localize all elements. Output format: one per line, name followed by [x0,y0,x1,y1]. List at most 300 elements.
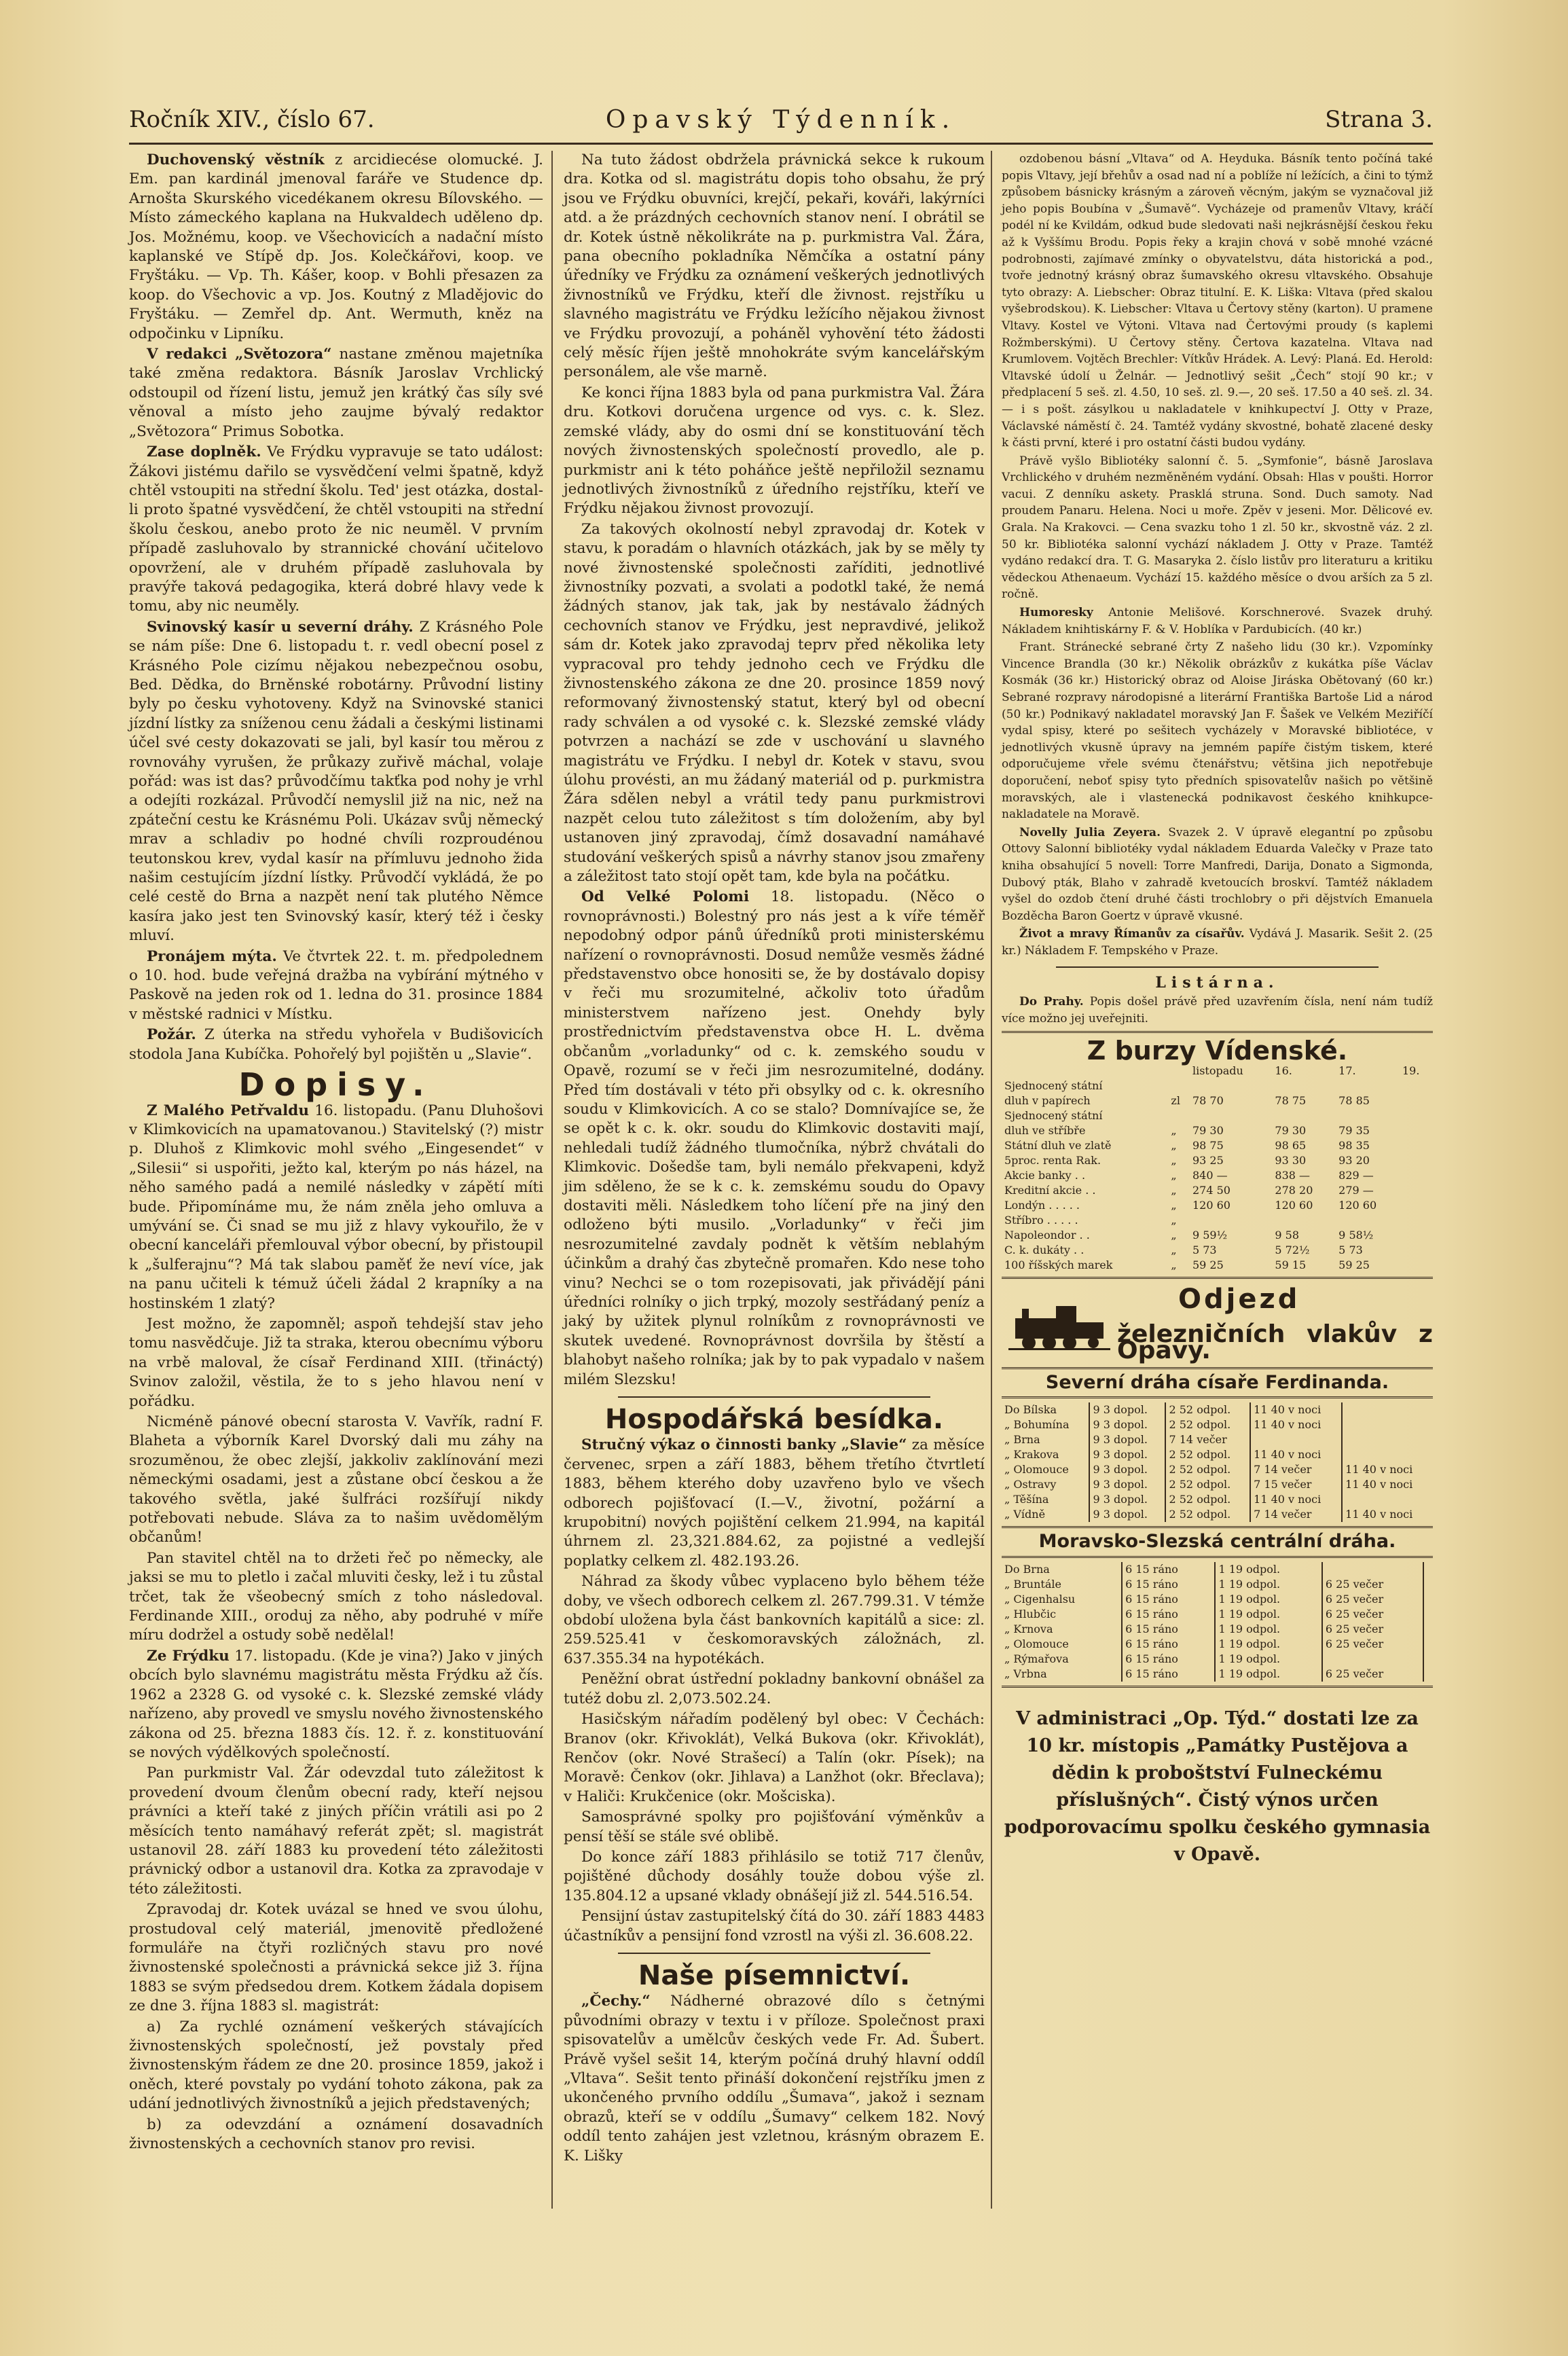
table-row [1002,1258,1433,1273]
table-cell: Státní dluh ve zlatě [1004,1138,1112,1152]
table-cell: 93 25 [1192,1153,1224,1167]
literature-list [564,1992,985,2166]
article-text: Do konce září 1883 přihlásilo se totiž 717 členův, pojištěné důchody dosáhly touže dobou výše zl. 135.804.12 a upsané vklady obnášejí již zl. 544.516.54. [564,1848,985,1904]
article-text: Na tuto žádost obdržela právnická sekce k rukoum dra. Kotka od sl. magistrátu dopis toho obsahu, že prý jsou ve Frýdku obuvníci, krejčí, pekaři, kováři, lakýrníci atd. a že prázdných cechovních stanov není. I obrátil se dr. Kotek ústně několikráte na p. purkmistra Val. Žára, pana obecního pokladníka Němčíka a ostatní pány úředníky ve Frýdku za oznámení veškerých jednotlivých živnostníků ve Frýdku, kteří dle živnost. rejstříku u slavného magistrátu ve Frýdku ležícího nějakou živnost ve Frýdku provozují, a poháněl vyhovění této žádosti celý měsíc říjen ještě mnohokráte svým kancelářským personálem, ale vše marně. [564,151,985,381]
table-cell: 9 3 dopol. [1089,1462,1165,1477]
timetable-body [1002,1402,1433,1522]
table-cell: „ Bruntále [1004,1578,1061,1591]
article-paragraph [564,1710,985,1807]
table-cell [1250,1432,1342,1447]
article-paragraph [129,1413,543,1548]
burza-head-cell: 16. [1275,1064,1292,1077]
table-cell: „ Olomouce [1004,1463,1069,1476]
table-cell: 6 15 ráno [1122,1607,1215,1622]
table-cell: 120 60 [1275,1198,1313,1212]
section-title-pisemnictvi: Naše písemnictví. [638,1959,911,1991]
table-cell: 5proc. renta Rak. [1004,1153,1101,1167]
table-cell: 6 25 večer [1322,1622,1423,1637]
article-paragraph [129,1315,543,1411]
table-row [1002,1652,1433,1667]
table-cell: 7 15 večer [1250,1477,1342,1492]
burza-head-cell [1168,1064,1190,1079]
article-paragraph [129,1900,543,2016]
table-cell: 59 25 [1192,1258,1224,1271]
article-paragraph [129,2018,543,2114]
article-headline: Novelly Julia Zeyera. [1019,825,1161,839]
table-cell: „ Vrbna [1004,1667,1047,1681]
article-headline: Svinovský kasír u severní dráhy. [147,618,414,636]
table-cell: 5 72½ [1275,1243,1310,1256]
table-cell: 98 65 [1275,1138,1307,1152]
divider [1002,1686,1433,1688]
table-cell: 6 15 ráno [1122,1667,1215,1682]
listarna-note [1002,994,1433,1027]
article-paragraph [1002,824,1433,925]
table-cell: 840 — [1192,1168,1228,1182]
letters-list [129,1102,543,2154]
article-text: Frant. Stránecké sebrané črty Z našeho lidu (30 kr.). Vzpomínky Vincence Brandla (30 kr.) Několik obrázkův z kukátka píše Václav Kosmák (36 kr.) Historický obraz od Aloise Jiráska Obětovaný (60 kr.) Sebrané rozpravy národopisné a literární Františka Bartoše Lid a národ (50 kr.) Podnikavý nakladatel moravský Jan F. Šašek ve Velkém Meziříčí vydal spisy, které po sešitech vycházely v Moravské bibliotéce, v jednotlivých vkusně úpravy na jemném papíře čistým tiskem, které odporučujeme vřele svému čtenářstvu; většina jich nepotřebuje doporučení, neboť spisy tyto předních spisovatelův našich po většině moravských, ale i vlastenecká podnikavost českého knihkupce-nakladatele na Moravě. [1002,640,1433,822]
burza-body [1002,1079,1433,1273]
table-cell: „ Krnova [1004,1623,1053,1636]
table-row [1002,1243,1433,1258]
table-cell [1342,1402,1433,1417]
table-cell: Stříbro . . . . . [1004,1213,1078,1227]
table-cell: 11 40 v noci [1342,1462,1433,1477]
table-cell: 11 40 v noci [1250,1447,1342,1462]
table-cell [1168,1079,1190,1093]
article-text: a) Za rychlé oznámení veškerých stávajících živnostenských společností, jež povstaly před živnostenským řádem ze dne 20. prosince 1859, jakož i oněch, které povstaly po vydání tohoto zákona, pak za udání jednotlivých živnostníků a jejich představených; [129,2018,543,2113]
table-cell: Londýn . . . . . [1004,1198,1080,1212]
table-cell: 2 52 odpol. [1165,1492,1250,1507]
table-cell: „ [1171,1153,1177,1167]
table-row [1002,1667,1433,1682]
article-paragraph [564,520,985,887]
table-cell [1190,1213,1272,1228]
column-2 [564,151,985,2167]
table-row [1002,1447,1433,1462]
news-list [564,151,985,1390]
table-cell [1168,1108,1190,1123]
table-row [1002,1093,1433,1108]
article-text: Ve čtvrtek 22. t. m. předpolednem o 10. hod. bude veřejná dražba na vybírání mýtného v Paskově na jeden rok od 1. ledna do 31. prosince 1884 v městské radnici v Místku. [129,947,543,1023]
table-cell: „ Brna [1004,1433,1040,1447]
table-cell: „ Olomouce [1004,1637,1069,1651]
table-row [1002,1507,1433,1522]
article-paragraph [129,151,543,344]
timetable-title-centralni: Moravsko-Slezská centrální dráha. [1038,1531,1396,1553]
table-cell: dluh v papírech [1004,1093,1091,1107]
table-cell: 100 říšských marek [1004,1258,1113,1271]
table-cell: 1 19 odpol. [1215,1607,1321,1622]
table-cell: 9 58 [1275,1228,1300,1242]
divider [1002,1526,1433,1528]
table-cell [1322,1562,1423,1577]
table-row [1002,1622,1433,1637]
table-cell: 120 60 [1192,1198,1230,1212]
article-text: Zpravodaj dr. Kotek uvázal se hned ve svou úlohu, prostudoval celý materiál, jmenovitě předložené formuláře na čtyři rozličných stavu pro nové živnostenské společnosti a právnická sekce již 3. října 1883 se svým předsedou drem. Kotkem žádala dopisem ze dne 3. října 1883 sl. magistrát: [129,1901,543,2015]
article-headline: Z Malého Petřvaldu [147,1102,309,1119]
table-cell: 9 3 dopol. [1089,1447,1165,1462]
table-cell: 9 3 dopol. [1089,1477,1165,1492]
divider [1002,1367,1433,1369]
timetable-title-severni: Severní dráha císaře Ferdinanda. [1045,1371,1389,1393]
table-cell [1272,1079,1336,1093]
table-cell: „ Bohumína [1004,1418,1070,1432]
table-cell: 6 15 ráno [1122,1592,1215,1607]
article-text: Ve Frýdku vypravuje se tato událost: Žákovi jistému dařilo se vysvědčení velmi špatně, když chtěl vstoupiti na střední školu. Ted' jest otázka, dostal-li proto špatné vysvědčení, že chtěl vstoupiti na střední školu českou, anebo proto že nic neuměl. V prvním případě zasluhovalo by strannické chování učitelovo opovržení, ale v druhém případě zasluhovala by pravýře taková pedagogika, která dobré hlavy vede k tomu, aby nic neuměly. [129,443,543,615]
article-headline: Humoresky [1019,606,1093,620]
article-paragraph [129,1647,543,1762]
table-cell: 2 52 odpol. [1165,1477,1250,1492]
table-cell: „ [1171,1243,1177,1256]
article-headline: „Čechy.“ [581,1993,651,2010]
table-cell: 1 19 odpol. [1215,1667,1321,1682]
table-cell [1342,1447,1433,1462]
article-text: Nicméně pánové obecní starosta V. Vavřík, radní F. Blaheta a výborník Karel Dvorský dali mu záhy na srozuměnou, že obec zlejší, jakkoliv zaklínování mezi německými osadami, jest a zůstane obcí českou a že takového světla, jaké šulfráci rozšířují nikdy potřebovati nebude. Sláva za to našim uvědomělým občanům! [129,1413,543,1546]
article-text: za měsíce červenec, srpen a září 1883, během třetího čtvrtletí 1883, během kterého doby uzavřeno bylo ve všech odborech pojišťovací (I.—V., životní, požární a krupobitní) nových pojištění celkem 21.994, na kapitál úhrnem zl. 23,321.884.62, za pojistné a vedlejší poplatky celkem zl. 482.193.26. [564,1436,985,1570]
table-row [1002,1417,1433,1432]
table-cell: 838 — [1275,1168,1311,1182]
column-divider [991,151,992,2209]
table-cell [1342,1432,1433,1447]
table-cell: 9 3 dopol. [1089,1432,1165,1447]
table-cell: „ Vídně [1004,1508,1046,1521]
table-cell: 279 — [1338,1183,1374,1197]
table-cell: „ [1171,1258,1177,1271]
table-cell: zl [1171,1093,1180,1107]
odjezd-title: Odjezd [1178,1283,1300,1315]
table-row [1002,1492,1433,1507]
table-cell: Napoleondor . . [1004,1228,1090,1242]
table-cell: 1 19 odpol. [1215,1562,1321,1577]
article-paragraph [564,1992,985,2166]
table-cell: 11 40 v noci [1250,1417,1342,1432]
article-paragraph [129,345,543,441]
article-text: Antonie Melišové. Korschnerové. Svazek druhý. Nákladem knihtiskárny F. & V. Hoblíka v Pardubicích. (40 kr.) [1002,606,1433,636]
section-title-dopisy: Dopisy. [238,1066,434,1104]
divider [1056,966,1379,968]
section-title-hospodarska: Hospodářská besídka. [604,1404,944,1435]
article-paragraph [564,888,985,1390]
article-text: Za takových okolností nebyl zpravodaj dr. Kotek v stavu, k poradám o hlavních otázkách, jak by se měly ty nové živnostenské společnosti zaříditi, jednotlivé živnostníky pozvati, a svolati a podotkl také, že nemá žádných stanov, jak tak, jak by nestávalo žádných cechovních stanov ve Frýdku, jest nepravdivé, jelikož sám dr. Kotek jako zpravodaj teprv před několika lety vypracoval pro tehdy jednoho cech ve Frýdku dle živnostenského zákona ze dne 20. prosince 1859 nový reformovaný živnostenský statut, který byl od obecní rady schválen a od vysoké c. k. Slezské zemské vlády potvrzen a nachází se zde v uschování u slavného magistrátu ve Frýdku. I nebyl dr. Kotek v stavu, svou úlohu provésti, an mu žádaný materiál od p. purkmistra Žára sdělen nebyl a vrátil tedy panu purkmistrovi nazpět celou tuto záležitost s tím doložením, aby byl ustanoven jiný zpravodaj, čímž dosavadní namáhavé studování veškerých spisů a návrhy stanov jsou zmařeny a záležitost tato stojí opět tam, kde byla na počátku. [564,520,985,886]
table-cell: „ [1171,1213,1177,1227]
table-cell [1423,1637,1433,1652]
newspaper-title: Opavský Týdenník. [605,106,957,134]
divider [618,1953,930,1954]
table-row [1002,1079,1433,1093]
table-cell: 9 3 dopol. [1089,1507,1165,1522]
table-cell: dluh ve stříbře [1004,1123,1086,1137]
article-text: ozdobenou básní „Vltava“ od A. Heyduka. Básník tento počíná také popis Vltavy, její břehův a osad nad ní a poblíže ní ležících, a čini to týmž způsobem básnicky krásným a zároveň věcným, jakým se vyznačoval již jeho popis Boubína v „Šumavě“. Vycházeje od pramenův Vltavy, kráčí podél ní ke Kvildám, odkud bude sledovati naši nejkrásnější českou řeku až k Vyššímu Brodu. Popis řeky a krajin chová v sobě mnohé vzácné podrobnosti, zajímavé zmínky o obyvatelstvu, dáta historická a pod., tvoře jednotný krásný obraz šumavského okresu vltavského. Obsahuje tyto obrazy: A. Liebscher: Obraz titulní. E. K. Liška: Vltava (před skalou vyšebrodskou). K. Liebscher: Vltava u Čertovy stěny (karton). U pramene Vltavy. Kostel ve Výtoni. Vltava nad Čertovými proudy (s kaplemi Rožmberskými). U Čertovy stěny. Čertova kazatelna. Vltava nad Krumlovem. Vojtěch Brechler: Vítkův Hrádek. A. Levý: Planá. Ed. Herold: Vltavské údolí u Želnár. — Jednotlivý sešit „Čech“ stojí 90 kr.; v předplacení 5 seš. zl. 4.50, 10 seš. zl. 9.—, 20 seš. 17.50 a 40 seš. zl. 34.— i s pošt. zásylkou u nakladatele v knihkupectví J. Otty v Praze, Václavské náměstí č. 24. Tamtéž vydány skvostné, bohatě zlacené desky k části první, které i pro ostatní části budou vydány. [1002,152,1433,450]
table-cell: 1 19 odpol. [1215,1577,1321,1592]
literature-list [1002,151,1433,960]
article-paragraph [564,1808,985,1847]
burza-head-cell: 17. [1338,1064,1356,1077]
table-cell: 2 52 odpol. [1165,1402,1250,1417]
table-cell: „ Krakova [1004,1448,1059,1462]
article-paragraph [1002,151,1433,452]
burza-head-row [1002,1064,1433,1079]
table-cell: 78 85 [1338,1093,1370,1107]
burza-head-cell: 19. [1402,1064,1420,1077]
table-cell: „ [1171,1138,1177,1152]
burza-title: Z burzy Vídenské. [1087,1036,1348,1066]
article-headline: Od Velké Polomi [581,888,750,906]
table-cell: „ Cigenhalsu [1004,1593,1076,1606]
table-row [1002,1168,1433,1183]
table-cell [1322,1652,1423,1667]
article-headline: V redakci „Světozora“ [147,346,332,363]
table-cell: C. k. dukáty . . [1004,1243,1084,1256]
article-headline: Stručný výkaz o činnosti banky „Slavie“ [581,1436,907,1454]
table-row [1002,1213,1433,1228]
table-row [1002,1228,1433,1243]
article-paragraph [564,1436,985,1571]
table-cell: 6 25 večer [1322,1607,1423,1622]
table-cell: 9 3 dopol. [1089,1402,1165,1417]
divider [1002,1556,1433,1558]
column-divider [551,151,553,2209]
article-paragraph [564,1670,985,1709]
article-paragraph [564,384,985,519]
table-cell: „ [1171,1123,1177,1137]
article-text: 17. listopadu. (Kde je vina?) Jako v jiných obcích bylo slavnému magistrátu města Frýdku až čís. 1962 a 2328 G. od vysoké c. k. Slezské zemské vlády nařízeno, aby provedl ve smyslu nového živnostenského zákona od 25. března 1883 čís. 12. ř. z. konstituování se nových výdělkových společností. [129,1647,543,1761]
article-paragraph [564,1907,985,1946]
table-row [1002,1183,1433,1198]
article-text: Peněžní obrat ústřední pokladny bankovní obnášel za tutéž dobu zl. 2,073.502.24. [564,1671,985,1707]
table-row [1002,1562,1433,1577]
table-cell: Kreditní akcie . . [1004,1183,1096,1197]
odjezd-subtitle: železničních vlakův z Opavy. [1117,1320,1433,1365]
table-row [1002,1592,1433,1607]
table-cell: 98 35 [1338,1138,1370,1152]
table-cell [1423,1622,1433,1637]
table-cell: 2 52 odpol. [1165,1447,1250,1462]
table-row [1002,1462,1433,1477]
article-text: Svazek 2. V úpravě elegantní po způsobu Ottovy Salonní bibliotéky vydal nákladem Eduarda Valečky v Praze tato kniha obsahující 5 novell: Torre Manfredi, Darija, Donato a Sigmonda, Dubový pták, Blaho v zahradě kvetoucích broskví. Tamtéž nákladem vyšel do ozdob čtení druhé části trochlobry o při dějstvích Emanuela Bozděcha Baron Goertz v úpravě vkusné. [1002,825,1433,923]
article-paragraph [564,151,985,382]
burza-table [1002,1064,1433,1273]
divider [1002,1031,1433,1033]
table-cell: 2 52 odpol. [1165,1507,1250,1522]
table-cell [1336,1213,1400,1228]
divider [1002,1277,1433,1279]
listarna-title: Listárna. [1155,973,1279,992]
article-paragraph [129,1026,543,1064]
article-headline: Život a mravy Římanův za císařův. [1019,927,1245,941]
table-cell [1336,1108,1400,1123]
article-text: Pensijní ústav zastupitelský čítá do 30. září 1883 4483 účastníkův a pensijní fond vzrostl na výši zl. 36.608.22. [564,1908,985,1944]
table-cell: „ [1171,1198,1177,1212]
article-text: Právě vyšlo Bibliotéky salonní č. 5. „Symfonie“, básně Jaroslava Vrchlického v druhém nezměněném vydání. Obsah: Hlas v poušti. Horror vacui. Z denníku askety. Prasklá struna. Sond. Duch samoty. Nad proudem Panaru. Helena. Noci u moře. Zpěv v jeseni. Mor. Dělicové ev. Grala. Na Krakovci. — Cena svazku toho 1 zl. 50 kr., skvostně váz. 2 zl. 50 kr. Bibliotéka salonní vychází nákladem J. Otty v Praze. Tamtéž vydáno redakcí dra. T. G. Masaryka 2. číslo listův pro literaturu a kritiku vědeckou Athenaeum. Vychází 15. každého měsíce o dvou arších za 5 zl. ročně. [1002,454,1433,602]
table-cell: 6 15 ráno [1122,1562,1215,1577]
article-paragraph [129,1764,543,1899]
table-cell: 9 3 dopol. [1089,1492,1165,1507]
column-1 [129,151,543,2155]
table-cell: 2 52 odpol. [1165,1462,1250,1477]
listarna-lead: Do Prahy. [1019,995,1084,1009]
table-cell: 120 60 [1338,1198,1377,1212]
table-row [1002,1432,1433,1447]
table-cell: 1 19 odpol. [1215,1637,1321,1652]
article-text: Vydává J. Masarik. Sešit 2. (25 kr.) Nákladem F. Tempského v Praze. [1002,927,1433,958]
table-cell [1342,1492,1433,1507]
table-cell: 6 25 večer [1322,1577,1423,1592]
page-number: Strana 3. [1325,106,1433,133]
divider [618,1396,930,1398]
table-cell: 9 3 dopol. [1089,1417,1165,1432]
article-paragraph [129,443,543,617]
burza-head-cell [1002,1064,1168,1079]
timetable-body [1002,1562,1433,1682]
article-text: Z Krásného Pole se nám píše: Dne 6. listopadu t. r. vedl obecní posel z Krásného Pole cizímu nějakou nebezpečnou osobu, Bed. Dědka, do Brněnské robotárny. Průvodní listiny byly po česku vyhotoveny. Když na Svinovské stanici jízdní lístky za sníženou cenu žádali a českými listinami účel své cesty dokazovati se jali, byl kasír tou měrou z rovnováhy vyrušen, že průkazy zuřivě máchal, volaje pořád: was ist das? průvodčímu takťka pod nohy je vrhl a odejíti rozkázal. Průvodčí nemyslil již na nic, než na zpáteční cestu ke Krásnému Poli. Ukázav svůj německý mrav a schladiv po hodné chvíli rozproudénou teutonskou krev, vydal kasír na přímluvu jednoho žida našim cestujícím jízdní lístky. Průvodčí vykládá, že po celé cestě do Brna a nazpět není tak plutého Němce kasíra jako jest ten Svinovský kasír, který též i česky mluví. [129,618,543,945]
table-cell [1423,1577,1433,1592]
page-header [129,102,1433,145]
locomotive-icon [1008,1298,1110,1352]
article-paragraph [1002,604,1433,638]
table-cell [1423,1667,1433,1682]
table-cell [1190,1108,1272,1123]
article-paragraph [129,1549,543,1646]
table-cell: 7 14 večer [1250,1507,1342,1522]
table-cell: „ Těšína [1004,1493,1049,1506]
article-text: Samosprávné spolky pro pojišťování výměnkův a pensí těší se stále své oblibě. [564,1809,985,1845]
table-cell: 79 30 [1275,1123,1307,1137]
table-cell: 11 40 v noci [1250,1402,1342,1417]
article-headline: Požár. [147,1026,196,1044]
timetable-severni [1002,1402,1433,1522]
table-cell: 274 50 [1192,1183,1230,1197]
table-cell: Sjednocený státní [1004,1079,1103,1092]
table-cell: Sjednocený státní [1004,1108,1103,1122]
article-headline: Duchovenský věstník [147,151,325,168]
article-paragraph [129,618,543,946]
listarna-text: Popis došel právě před uzavřením čísla, není nám tudíž více možno jej uveřejniti. [1002,995,1433,1026]
article-text: nastane změnou majetníka také změna redaktora. Básník Jaroslav Vrchlický odstoupil od řízení listu, jemuž jen krátký čas síly své věnoval a místo jeho zaujme bývalý redaktor „Světozora“ Primus Sobotka. [129,346,543,440]
table-row [1002,1153,1433,1168]
table-cell: 59 15 [1275,1258,1307,1271]
article-text: Nádherné obrazové dílo s četnými původními obrazy v textu i v příloze. Společnost praxi spisovatelův a umělcův českých vede Fr. Ad. Šubert. Právě vyšel sešit 14, kterým počíná druhý hlavní oddíl „Vltava“. Sešit tento přináší dokončení rejstříku jmen z ukončeného prvního oddílu „Šumava“, jakož i seznam obrazů, kteří se v oddílu „Šumavy“ celkem 182. Nový oddíl tento zahájen jest vzletnou, krásným obrazem E. K. Lišky [564,1993,985,2164]
table-cell: 59 25 [1338,1258,1370,1271]
article-text: Pan purkmistr Val. Žár odevzdal tuto záležitost k provedení dvoum členům obecní rady, kteří nejsou právníci a kteří také z jiných příčin vrátili asi po 2 měsících tento namáhavý referát zpět; sl. magistrát ustanovil 28. září 1883 ku provedení této záležitosti právnický odbor a ustanovil dra. Kotka za zpravodaje v této záležitosti. [129,1764,543,1898]
table-cell: Do Bílska [1004,1403,1057,1417]
table-row [1002,1577,1433,1592]
administration-notice: V administraci „Op. Týd.“ dostati lze za 10 kr. místopis „Památky Pustějova a dědin k proboštství Fulneckému příslušných“. Čistý výnos určen podporovacímu spolku českého gymnasia v Opavě. [1004,1708,1431,1866]
table-cell: 7 14 večer [1250,1462,1342,1477]
table-cell [1342,1417,1433,1432]
table-row [1002,1198,1433,1213]
table-cell [1423,1607,1433,1622]
table-cell [1336,1079,1400,1093]
article-text: 18. listopadu. (Něco o rovnoprávnosti.) Bolestný pro nás jest a k víře téměř nepodobný odpor pánů úředníků proti ministerskému nařízení o rovnoprávnosti. Dosud nemůže vesměs žádné představenstvo obce honositi se, že by dostávalo dopisy v řeči mu srozumitelné, ačkoliv toto úřadům ministerstvem nařízeno jest. Onehdy byly prostřednictvím představenstva obce H. L. dvěma občanům „vorladunky“ od c. k. zemského soudu v Opavě, rozumí se v řeči jim nesrozumitelné, dodány. Před tím dostávali v této při obsylky od c. k. okresního soudu v Klimkovicích. A co se stalo? Domnívajíce se, že se opět k c. k. okr. soudu do Klimkovic dostaviti mají, nehledali tudíž žádného tlumočníka, nýbrž chvátali do Klimkovic. Došedše tam, byli nemálo překvapeni, když jim sděleno, že se k c. k. zemskému soudu do Opavy dostaviti měli. Následkem toho líčení pře na jiný den odloženo býti musilo. „Vorladunky“ v řeči jim nesrozumitelné zavdaly podnět k větším neblahým účinkům a drahý čas zbytečně promařen. Kdo nese toho vinu? Nechci se o tom rozepisovati, jak přivádějí páni úředníci rolníky o jich trpký, mozoly sestřádaný peníz a jaký by užitek plynul rolníkům z rovnoprávnosti ve skutek uvedené. Rovnoprávnost dovršila by štěstí a blahobyt našeho rolníka; jak by to pak vypadalo v našem milém Slezsku! [564,888,985,1388]
table-cell [1423,1592,1433,1607]
table-cell: Akcie banky . . [1004,1168,1086,1182]
article-text: Pan stavitel chtěl na to držeti řeč po německy, ale jaksi se mu to pletlo i začal mluviti česky, lež i tu zůstal trčet, tak že všeobecný smích z toho následoval. Ferdinande XIII., oroduj za něho, aby podruhé v míře míru dodržel a ostudy sobě nedělal! [129,1549,543,1644]
table-cell: 78 75 [1275,1093,1307,1107]
table-cell [1190,1079,1272,1093]
article-text: Ke konci října 1883 byla od pana purkmistra Val. Žára dru. Kotkovi doručena urgence od vys. c. k. Slez. zemské vlády, aby do osmi dní se konstituování těch nových živnostenských společností provedlo, ale p. purkmistr ani k této poháňce ještě nepřiložil seznamu jednotlivých živnostníků z úředního rejstříku, kteří ve Frýdku nějakou živnost provozují. [564,384,985,518]
table-cell: „ [1171,1183,1177,1197]
table-cell: 11 40 v noci [1342,1507,1433,1522]
table-cell: Do Brna [1004,1563,1050,1576]
table-row [1002,1637,1433,1652]
table-cell [1272,1213,1336,1228]
table-cell: „ [1171,1228,1177,1242]
column-3 [1002,151,1433,1868]
table-cell: 5 73 [1338,1243,1363,1256]
economy-list [564,1436,985,1946]
table-cell: 93 30 [1275,1153,1307,1167]
article-headline: Pronájem mýta. [147,947,277,965]
article-text: b) za odevzdání a oznámení dosavadních živnostenských a cechovních stanov pro revisi. [129,2116,543,2153]
table-row [1002,1108,1433,1123]
table-cell: 6 25 večer [1322,1637,1423,1652]
table-cell: 11 40 v noci [1342,1477,1433,1492]
table-cell: 9 59½ [1192,1228,1228,1242]
table-cell: 278 20 [1275,1183,1313,1197]
divider [1002,1396,1433,1398]
table-cell: 11 40 v noci [1250,1492,1342,1507]
table-cell: 98 75 [1192,1138,1224,1152]
burza-head-cell: listopadu [1192,1064,1243,1077]
article-text: Jest možno, že zapomněl; aspoň tehdejší stav jeho tomu nasvědčuje. Již ta straka, kterou obecnímu výboru na vrbě maloval, že císař Ferdinand XIII. (třináctý) Svinov založil, věstila, že to s jeho hlavou není v pořádku. [129,1315,543,1410]
table-cell: 1 19 odpol. [1215,1592,1321,1607]
table-row [1002,1402,1433,1417]
table-cell: „ Ostravy [1004,1478,1057,1491]
article-paragraph [564,1572,985,1669]
table-cell: 2 52 odpol. [1165,1417,1250,1432]
article-paragraph [1002,639,1433,823]
table-cell: 1 19 odpol. [1215,1652,1321,1667]
odjezd-banner [1002,1283,1433,1365]
article-text: z arcidiecése olomucké. J. Em. pan kardinál jmenoval faráře ve Studence dp. Arnošta Skurského vicedékanem okresu Bílovského. — Místo zámeckého kaplana na Hukvaldech uděleno dp. Jos. Možnému, koop. ve Všechovicích a nadační místo kaplanské ve Stípě dp. Jos. Kolečkářovi, koop. ve Fryštáku. — Vp. Th. Kášer, koop. v Bohli přesazen za koop. do Všechovic a vp. Jos. Koutný z Mladějovic do Fryštáku. — Zemřel dp. Ant. Wermuth, kněz na odpočinku v Lipníku. [129,151,543,342]
table-cell: 829 — [1338,1168,1374,1182]
table-cell [1423,1562,1433,1577]
table-row [1002,1477,1433,1492]
table-row [1002,1123,1433,1138]
table-cell: „ Rýmařova [1004,1652,1069,1666]
article-paragraph [129,1102,543,1313]
table-cell: 78 70 [1192,1093,1224,1107]
table-cell [1423,1652,1433,1667]
article-headline: Zase doplněk. [147,443,261,461]
table-cell: 6 25 večer [1322,1592,1423,1607]
article-text: Z úterka na středu vyhořela v Budišovicích stodola Jana Kubíčka. Pohořelý byl pojištěn u „Slavie“. [129,1026,543,1063]
news-list [129,151,543,1064]
article-paragraph [129,947,543,1025]
article-text: Hasičským nářadím podělený byl obec: V Čechách: Branov (okr. Křivoklát), Velká Bukova (okr. Křivoklát), Renčov (okr. Nové Strašecí) a Talín (okr. Písek); na Moravě: Čenkov (okr. Jihlava) a Lanžhot (okr. Břeclava); v Haliči: Krukčenice (okr. Mošciska). [564,1711,985,1805]
table-cell: 7 14 večer [1165,1432,1250,1447]
article-text: Náhrad za škody vůbec vyplaceno bylo během téže doby, ve všech odborech celkem zl. 267.799.31. V témže období uložena byla část bankovních kapitálů a sice: zl. 259.525.41 v českomoravských záložnách, zl. 637.355.34 na hypotékách. [564,1573,985,1667]
table-cell: 6 15 ráno [1122,1637,1215,1652]
table-cell: 6 15 ráno [1122,1652,1215,1667]
table-cell: 1 19 odpol. [1215,1622,1321,1637]
table-cell: „ Hlubčic [1004,1608,1057,1621]
table-cell [1272,1108,1336,1123]
table-cell: 6 15 ráno [1122,1577,1215,1592]
timetable-centralni [1002,1562,1433,1682]
article-paragraph [1002,926,1433,959]
table-cell: 93 20 [1338,1153,1370,1167]
table-cell: 79 30 [1192,1123,1224,1137]
article-paragraph [1002,453,1433,603]
table-cell: 79 35 [1338,1123,1370,1137]
table-row [1002,1138,1433,1153]
table-cell: 5 73 [1192,1243,1217,1256]
article-headline: Ze Frýdku [147,1647,230,1665]
article-paragraph [564,1848,985,1906]
table-cell: 6 25 večer [1322,1667,1423,1682]
